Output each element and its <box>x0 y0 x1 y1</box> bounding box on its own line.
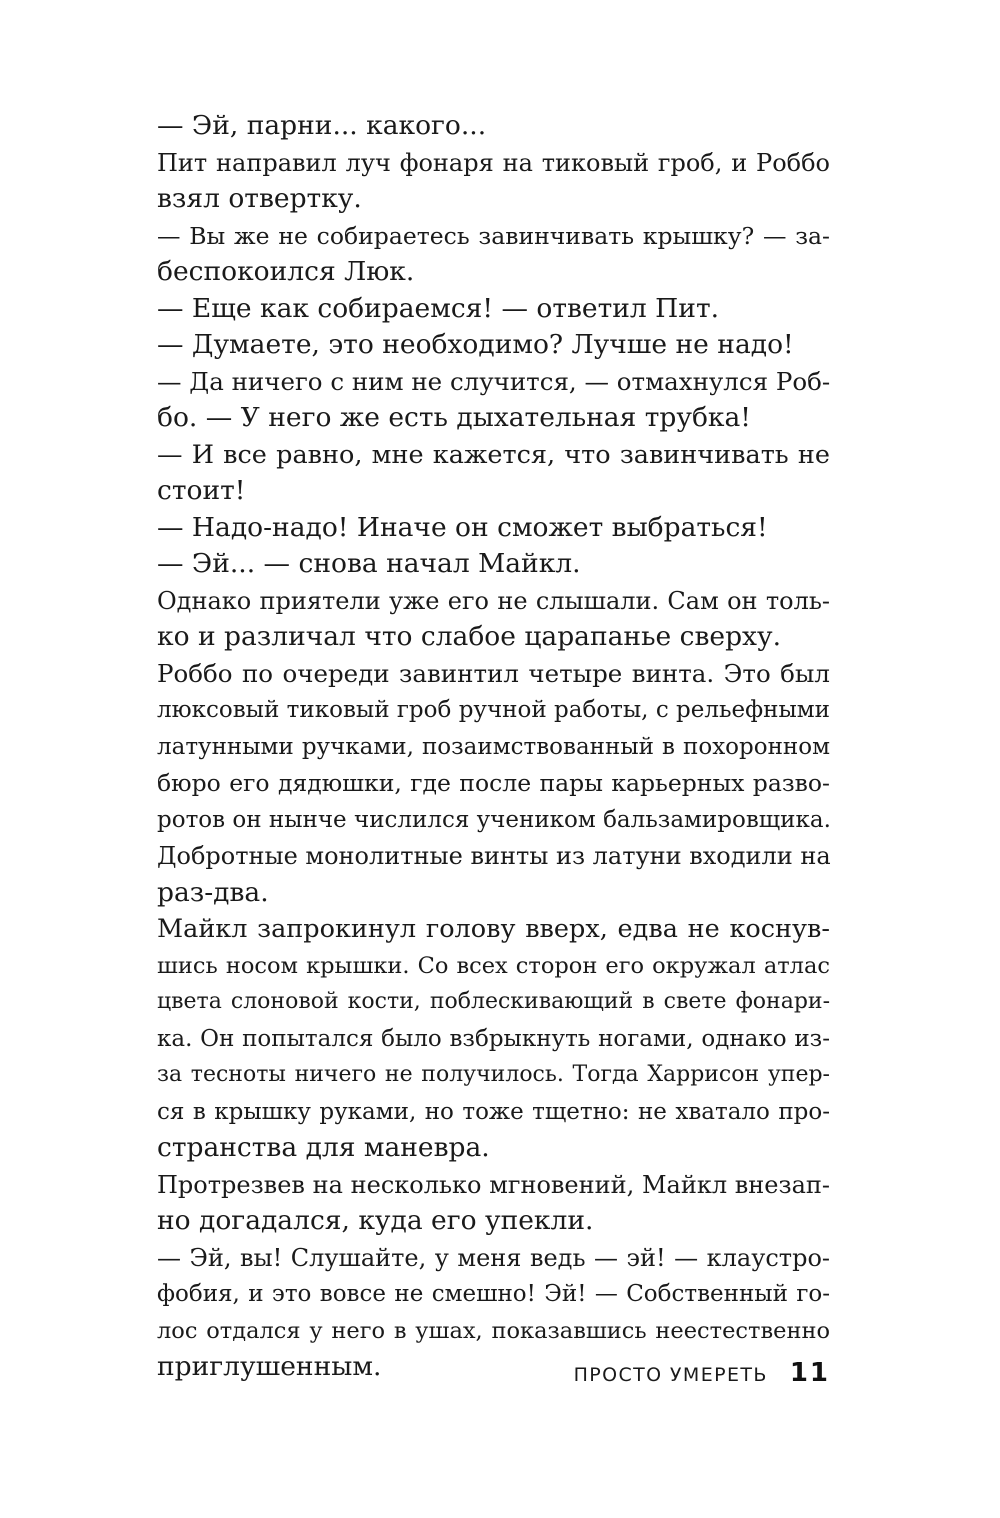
text-line: люксовый тиковый гроб ручной работы, с рельефными <box>157 697 830 723</box>
text-line: но догадался, куда его упекли. <box>157 1205 594 1236</box>
text-line: Протрезвев на несколько мгновений, Майкл внезап- <box>157 1170 830 1199</box>
text-line: бюро его дядюшки, где после пары карьерных разво- <box>157 769 830 797</box>
text-line: ротов он нынче числился учеником бальзамировщика. <box>157 806 831 833</box>
text-line: фобия, и это вовсе не смешно! Эй! — Собственный го- <box>157 1281 830 1307</box>
text-line: цвета слоновой кости, поблескивающий в свете фонари- <box>157 989 830 1014</box>
page-footer <box>552 1358 830 1398</box>
text-line: шись носом крышки. Со всех сторон его окружал атлас <box>157 952 830 979</box>
text-line: раз-два. <box>157 876 269 908</box>
text-line: Однако приятели уже его не слышали. Сам он толь- <box>157 586 830 615</box>
text-line: Пит направил луч фонаря на тиковый гроб, и Роббо <box>157 148 830 177</box>
text-line: — Думаете, это необходимо? Лучше не надо! <box>157 329 794 360</box>
text-line: лос отдался у него в ушах, показавшись неестественно <box>157 1317 830 1344</box>
text-line: Роббо по очереди завинтил четыре винта. Это был <box>157 658 830 688</box>
text-line: беспокоился Люк. <box>157 256 415 287</box>
text-line: бо. — У него же есть дыхательная трубка! <box>157 402 751 433</box>
text-line: — Эй... — снова начал Майкл. <box>157 548 581 579</box>
text-line: — Надо-надо! Иначе он сможет выбраться! <box>157 511 768 543</box>
text-line: ся в крышку руками, но тоже тщетно: не хватало про- <box>157 1098 830 1125</box>
text-line: стоит! <box>157 475 246 506</box>
text-line: Майкл запрокинул голову вверх, едва не коснув- <box>157 914 830 944</box>
body-text <box>157 108 830 1386</box>
text-line: латунными ручками, позаимствованный в похоронном <box>157 733 830 760</box>
text-line: — Да ничего с ним не случится, — отмахнулся Роб- <box>157 366 831 396</box>
text-line: — Еще как собираемся! — ответил Пит. <box>157 292 720 324</box>
running-title: ПРОСТО УМЕРЕТЬ <box>573 1364 768 1386</box>
text-line: ко и различал что слабое царапанье сверху. <box>157 621 781 652</box>
text-line: за тесноты ничего не получилось. Тогда Харрисон упер- <box>157 1062 830 1087</box>
page-number: 11 <box>789 1358 830 1388</box>
text-line: — Эй, вы! Слушайте, у меня ведь — эй! — клаустро- <box>157 1243 830 1272</box>
text-line: взял отвертку. <box>157 183 362 214</box>
text-line: — И все равно, мне кажется, что завинчивать не <box>157 439 830 470</box>
text-line: странства для маневра. <box>157 1132 490 1163</box>
text-line: ка. Он попытался было взбрыкнуть ногами, однако из- <box>157 1025 830 1052</box>
text-line: — Вы же не собираетесь завинчивать крышку? — за- <box>157 221 830 250</box>
text-line: приглушенным. <box>157 1351 382 1382</box>
text-line: — Эй, парни... какого... <box>157 110 487 141</box>
text-line: Добротные монолитные винты из латуни входили на <box>157 842 831 870</box>
